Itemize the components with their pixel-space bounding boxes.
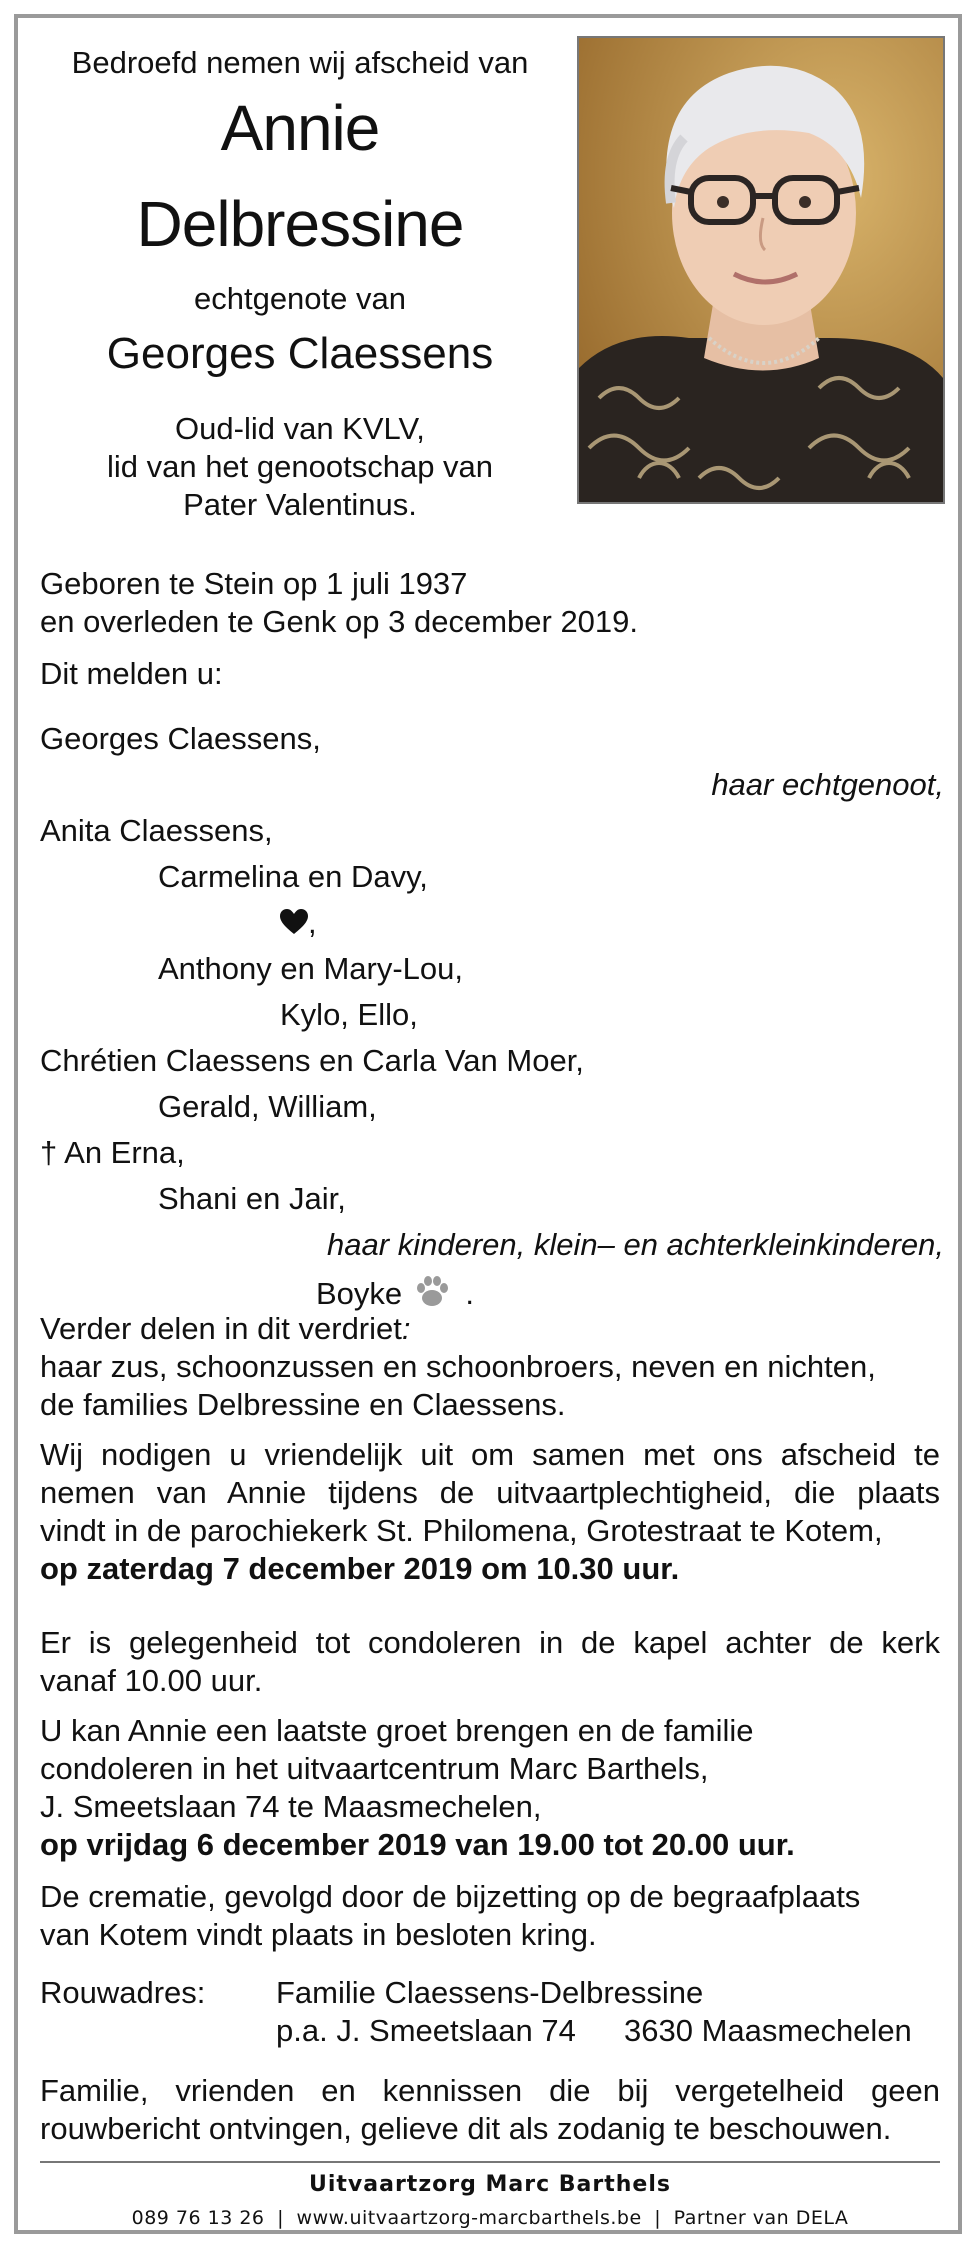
family-grandchild: Gerald, William, xyxy=(158,1089,377,1124)
portrait-illustration xyxy=(579,38,943,502)
family-role: haar echtgenoot, xyxy=(711,767,944,802)
visit-datetime: op vrijdag 6 december 2019 van 19.00 tot 20.00 uur. xyxy=(40,1827,795,1862)
ceremony-line: vindt in de parochiekerk St. Philomena, Grotestraat te Kotem, xyxy=(40,1513,883,1548)
share-heading xyxy=(40,1310,411,1348)
address-line: p.a. J. Smeetslaan 74 xyxy=(276,2013,576,2048)
child-name: An Erna, xyxy=(64,1135,185,1170)
relation-text: echtgenote van xyxy=(193,281,406,316)
visit-line: condoleren in het uitvaartcentrum Marc Barthels, xyxy=(40,1751,709,1786)
family-grandchild: Carmelina en Davy, xyxy=(158,859,428,894)
death-line: en overleden te Genk op 3 december 2019. xyxy=(40,604,639,639)
heart-icon-graphic xyxy=(280,909,308,935)
intro-text: Bedroefd nemen wij afscheid van xyxy=(71,45,529,80)
ceremony-datetime: op zaterdag 7 december 2019 om 10.30 uur. xyxy=(40,1551,680,1586)
address-postcode-city: 3630 Maasmechelen xyxy=(624,2013,912,2048)
paw-icon-graphic xyxy=(413,1272,451,1310)
funeral-company: Uitvaartzorg Marc Barthels xyxy=(309,2172,671,2197)
portrait-photo xyxy=(577,36,945,504)
deceased-first-name: Annie xyxy=(220,92,380,164)
share-heading-text: Verder delen in dit verdriet xyxy=(40,1311,402,1346)
footer-divider xyxy=(40,2161,940,2163)
membership-line: Oud-lid van KVLV, xyxy=(175,411,425,446)
footer-separator: | xyxy=(277,2207,284,2229)
heart-row xyxy=(280,904,317,944)
paw-icon xyxy=(413,1272,451,1319)
heart-icon xyxy=(280,906,308,944)
footer-phone[interactable]: 089 76 13 26 xyxy=(131,2207,265,2229)
birth-line: Geboren te Stein op 1 juli 1937 xyxy=(40,566,468,601)
membership-line: lid van het genootschap van xyxy=(106,449,494,484)
address-label: Rouwadres: xyxy=(40,1975,206,2010)
family-grandchild: Shani en Jair, xyxy=(158,1181,346,1216)
footer-partner: Partner van DELA xyxy=(673,2207,849,2229)
visit-line: J. Smeetslaan 74 te Maasmechelen, xyxy=(40,1789,542,1824)
pet-suffix: . xyxy=(465,1276,475,1311)
share-colon: : xyxy=(401,1311,411,1346)
spouse-name: Georges Claessens xyxy=(106,329,494,378)
ceremony-line: nemen van Annie tijdens de uitvaartplechtigheid, die plaats xyxy=(40,1475,940,1510)
cremation-line: De crematie, gevolgd door de bijzetting op de begraafplaats xyxy=(40,1879,861,1914)
family-role: haar kinderen, klein– en achterkleinkinderen, xyxy=(327,1227,944,1262)
family-child: Chrétien Claessens en Carla Van Moer, xyxy=(40,1043,584,1078)
condolence-line: Er is gelegenheid tot condoleren in de kapel achter de kerk xyxy=(40,1625,940,1660)
share-line: haar zus, schoonzussen en schoonbroers, neven en nichten, xyxy=(40,1349,876,1384)
family-child: Anita Claessens, xyxy=(40,813,273,848)
address-line: Familie Claessens-Delbressine xyxy=(276,1975,704,2010)
notify-text: Dit melden u: xyxy=(40,656,223,691)
closing-line: Familie, vrienden en kennissen die bij vergetelheid geen xyxy=(40,2073,940,2108)
footer-separator: | xyxy=(654,2207,662,2229)
membership-line: Pater Valentinus. xyxy=(183,487,417,522)
cross-icon: † xyxy=(40,1135,58,1170)
condolence-line: vanaf 10.00 uur. xyxy=(40,1663,263,1698)
closing-line: rouwbericht ontvingen, gelieve dit als zodanig te beschouwen. xyxy=(40,2111,892,2146)
ceremony-line: Wij nodigen u vriendelijk uit om samen met ons afscheid te xyxy=(40,1437,940,1472)
family-spouse: Georges Claessens, xyxy=(40,721,321,756)
family-child-deceased xyxy=(40,1134,185,1172)
family-greatgrandchild: Kylo, Ello, xyxy=(280,997,418,1032)
footer-contact xyxy=(40,2204,940,2232)
footer-website-link[interactable]: www.uitvaartzorg-marcbarthels.be xyxy=(296,2207,642,2229)
deceased-last-name: Delbressine xyxy=(136,188,464,260)
pet-name: Boyke xyxy=(316,1276,403,1311)
heart-suffix: , xyxy=(308,905,317,940)
visit-line: U kan Annie een laatste groet brengen en de familie xyxy=(40,1713,754,1748)
family-grandchild: Anthony en Mary-Lou, xyxy=(158,951,464,986)
share-line: de families Delbressine en Claessens. xyxy=(40,1387,566,1422)
cremation-line: van Kotem vindt plaats in besloten kring. xyxy=(40,1917,597,1952)
